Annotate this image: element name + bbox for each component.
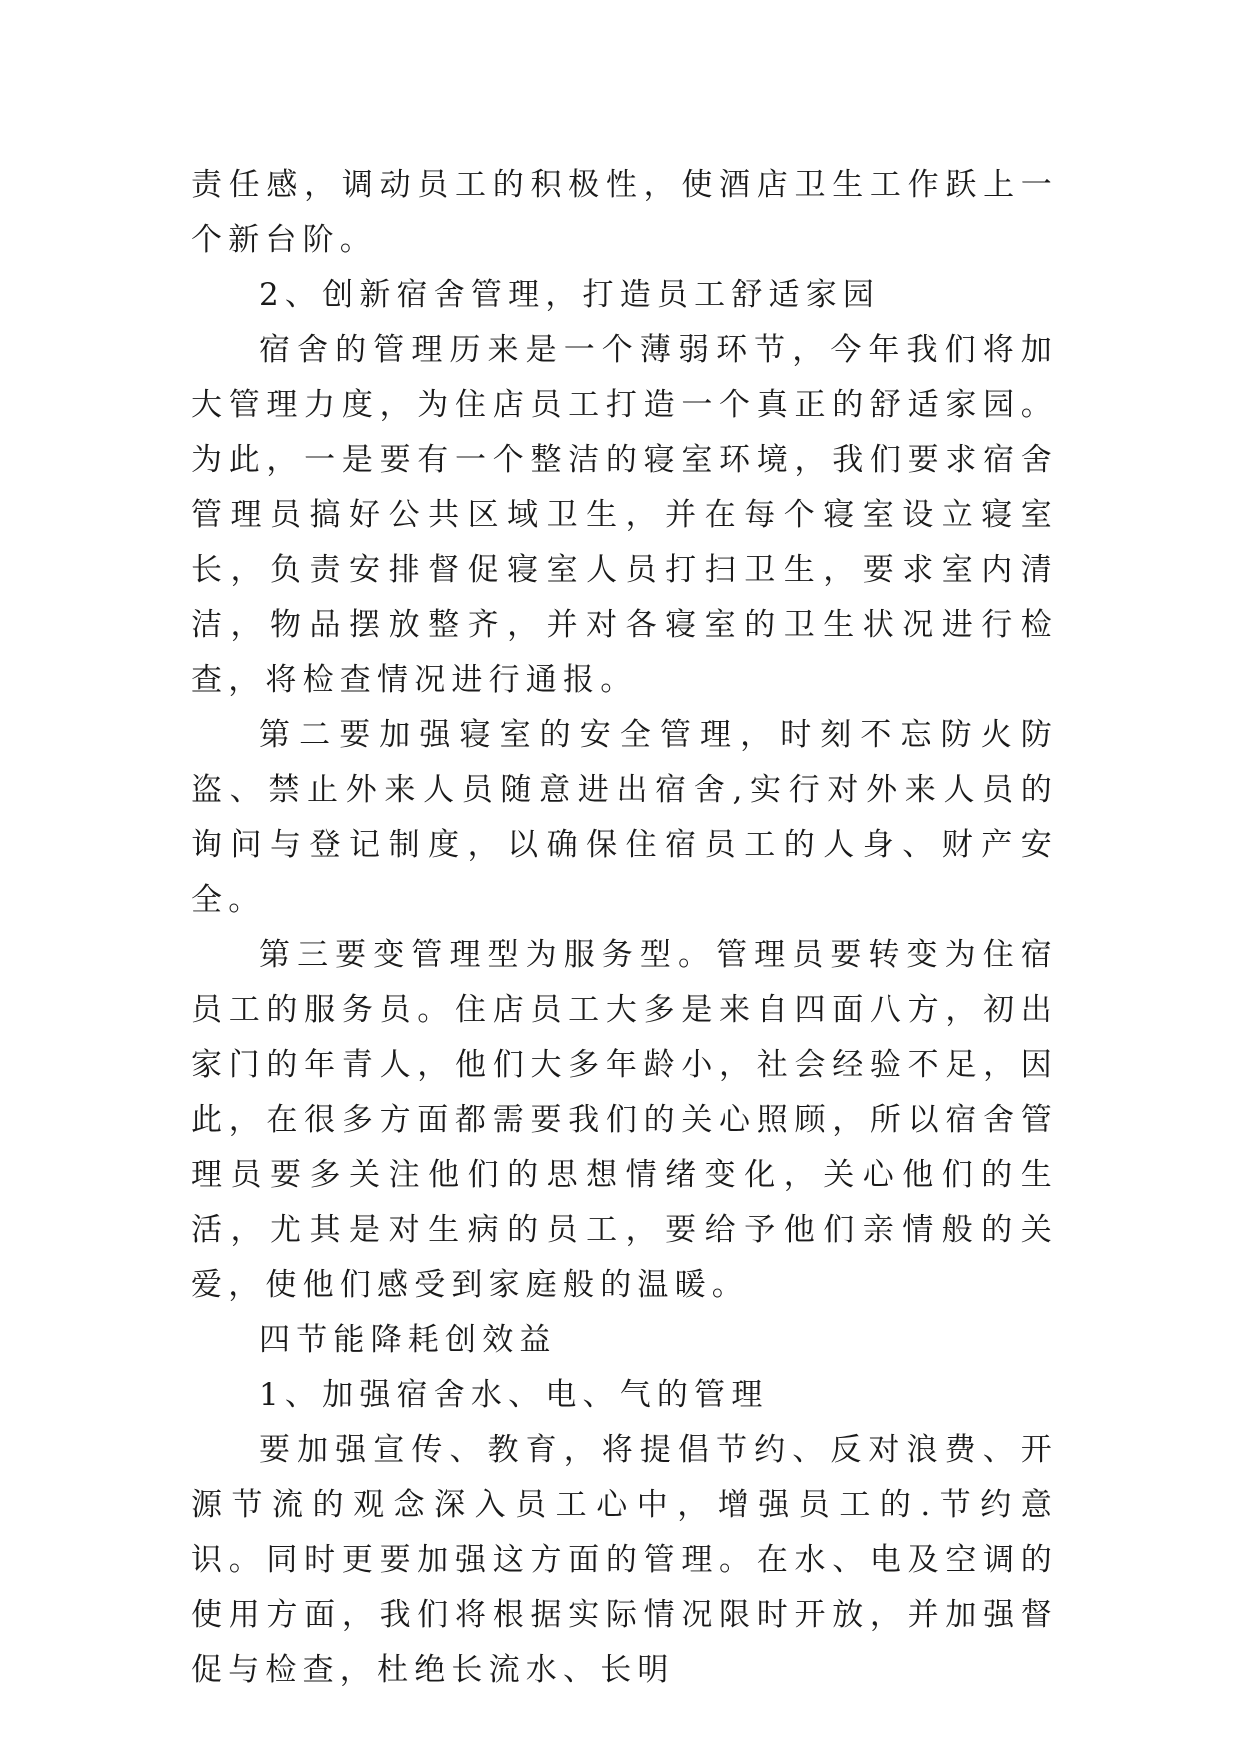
paragraph-dormitory-management: 宿舍的管理历来是一个薄弱环节，今年我们将加大管理力度，为住店员工打造一个真正的舒适家园。为此，一是要有一个整洁的寝室环境，我们要求宿舍管理员搞好公共区域卫生，并在每个寝室设立寝室长，负责安排督促寝室人员打扫卫生，要求室内清洁，物品摆放整齐，并对各寝室的卫生状况进行检查，将检查情况进行通报。 (191, 332, 1058, 698)
section-heading-energy-saving: 四节能降耗创效益 (259, 1322, 557, 1358)
subsection-heading-utilities: 1、加强宿舍水、电、气的管理 (259, 1377, 769, 1413)
document-body (191, 158, 1058, 1698)
paragraph-continuation: 责任感，调动员工的积极性，使酒店卫生工作跃上一个新台阶。 (191, 167, 1058, 258)
paragraph-safety-management: 第二要加强寝室的安全管理，时刻不忘防火防盗、禁止外来人员随意进出宿舍,实行对外来人员的询问与登记制度，以确保住宿员工的人身、财产安全。 (191, 717, 1058, 918)
section-heading-dormitory: 2、创新宿舍管理，打造员工舒适家园 (259, 277, 881, 313)
paragraph-utilities-management: 要加强宣传、教育，将提倡节约、反对浪费、开源节流的观念深入员工心中，增强员工的.节约意识。同时更要加强这方面的管理。在水、电及空调的使用方面，我们将根据实际情况限时开放，并加强督促与检查，杜绝长流水、长明 (191, 1432, 1058, 1688)
paragraph-service-oriented: 第三要变管理型为服务型。管理员要转变为住宿员工的服务员。住店员工大多是来自四面八方，初出家门的年青人，他们大多年龄小，社会经验不足，因此，在很多方面都需要我们的关心照顾，所以宿舍管理员要多关注他们的思想情绪变化，关心他们的生活，尤其是对生病的员工，要给予他们亲情般的关爱，使他们感受到家庭般的温暖。 (191, 937, 1058, 1303)
